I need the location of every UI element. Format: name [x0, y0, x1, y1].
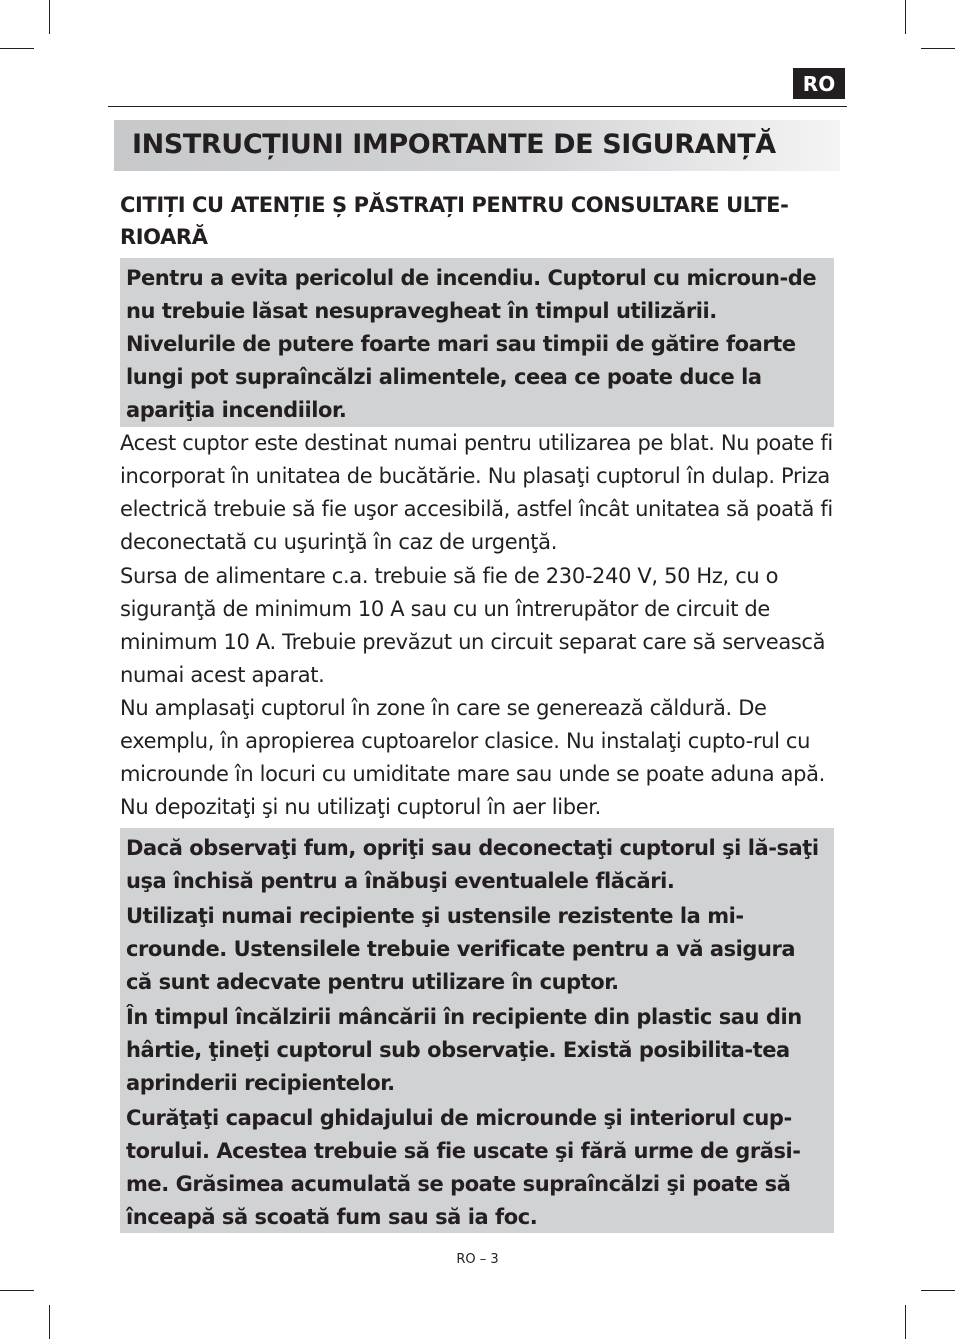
- body-paragraph: Nu amplasaţi cuptorul în zone în care se generează căldură. De exemplu, în apropierea cuptoarelor clasice. Nu instalaţi cupto-rul cu microunde în locuri cu umiditate mare sau unde se poate aduna apă. Nu depozitaţi şi nu utilizaţi cuptorul în aer liber.: [120, 696, 825, 819]
- crop-mark: [0, 48, 34, 49]
- crop-mark: [0, 1290, 34, 1291]
- crop-mark: [921, 48, 955, 49]
- warning-text: Utilizaţi numai recipiente şi ustensile rezistente la mi-crounde. Ustensilele trebuie verificate pentru a vă asigura că sunt adecvate pentru utilizare în cuptor.: [126, 904, 796, 994]
- warning-text: Curăţaţi capacul ghidajului de microunde şi interiorul cup-torului. Acestea trebuie să fie uscate şi fără urme de grăsi-me. Grăsimea acumulată se poate supraîncălzi şi poate să înceapă să scoată fum sau să ia foc.: [126, 1106, 801, 1229]
- section-title: INSTRUCȚIUNI IMPORTANTE DE SIGURANȚĂ: [132, 129, 776, 160]
- crop-mark: [49, 0, 50, 34]
- warning-text: În timpul încălzirii mâncării în recipiente din plastic sau din hârtie, ţineţi cuptorul sub observaţie. Există posibilita-tea aprinderii recipientelor.: [126, 1005, 802, 1095]
- header-divider: [108, 106, 847, 107]
- crop-mark: [905, 1305, 906, 1339]
- fire-warning-box: [120, 258, 834, 427]
- subheading: CITIȚI CU ATENȚIE Ș PĂSTRAȚI PENTRU CONSULTARE ULTE-RIOARĂ: [120, 193, 789, 249]
- page-number: RO – 3: [456, 1252, 499, 1267]
- crop-mark: [49, 1305, 50, 1339]
- language-badge: RO: [793, 68, 845, 99]
- crop-mark: [905, 0, 906, 34]
- body-paragraph: Acest cuptor este destinat numai pentru utilizarea pe blat. Nu poate fi incorporat în unitatea de bucătărie. Nu plasaţi cuptorul în dulap. Priza electrică trebuie să fie uşor accesibilă, astfel încât unitatea să poată fi deconectată cu uşurinţă în caz de urgenţă.: [120, 431, 833, 554]
- warning-text: Pentru a evita pericolul de incendiu. Cuptorul cu microun-de nu trebuie lăsat nesupravegheat în timpul utilizării. Nivelurile de putere foarte mari sau timpii de gătire foarte lungi pot supraîncălzi alimentele, ceea ce poate duce la apariţia incendiilor.: [126, 266, 817, 422]
- crop-mark: [921, 1290, 955, 1291]
- section-title-bar: [114, 120, 840, 171]
- safety-warning-box: [120, 828, 834, 1233]
- body-paragraph: Sursa de alimentare c.a. trebuie să fie de 230-240 V, 50 Hz, cu o siguranţă de minimum 10 A sau cu un întrerupător de circuit de minimum 10 A. Trebuie prevăzut un circuit separat care să servească numai acest aparat.: [120, 564, 826, 687]
- warning-text: Dacă observaţi fum, opriţi sau deconectaţi cuptorul şi lă-saţi uşa închisă pentru a înăbuşi eventualele flăcări.: [126, 836, 819, 893]
